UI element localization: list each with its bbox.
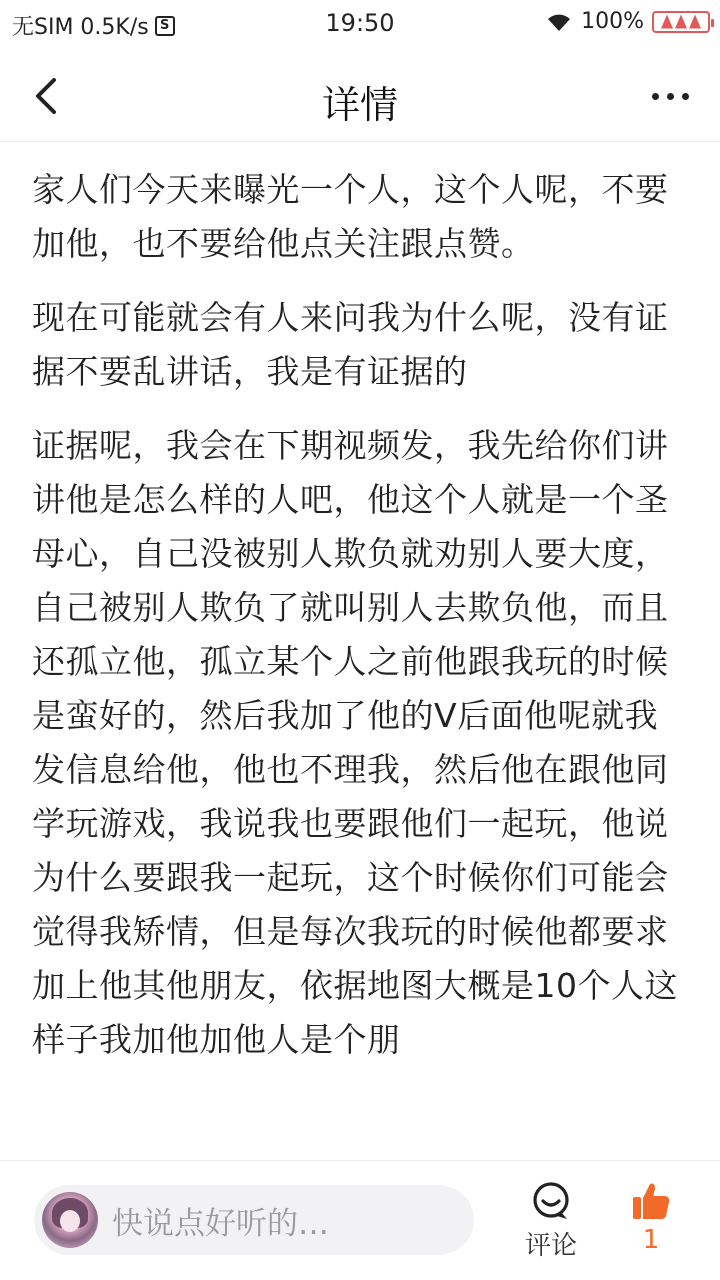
like-button[interactable] [616, 1181, 686, 1255]
comment-input[interactable] [34, 1185, 474, 1255]
more-dot-icon [667, 93, 674, 100]
more-options-button[interactable] [642, 72, 698, 120]
like-count: 1 [642, 1225, 660, 1255]
battery-icon [652, 11, 710, 33]
avatar [42, 1192, 98, 1248]
more-dot-icon [652, 93, 659, 100]
post-paragraph-2: 现在可能就会有人来问我为什么呢，没有证据不要乱讲话，我是有证据的 [32, 298, 669, 391]
sim-icon: S [155, 16, 175, 36]
thumbs-up-icon [631, 1181, 671, 1221]
status-right [545, 9, 710, 34]
bottom-action-bar [0, 1160, 720, 1280]
post-paragraph-1: 家人们今天来曝光一个人，这个人呢，不要加他，也不要给他点关注跟点赞。 [32, 170, 669, 263]
battery-percent: 100% [581, 9, 644, 34]
comment-placeholder: 快说点好听的… [112, 1205, 329, 1242]
nav-bar [0, 50, 720, 142]
comment-button[interactable] [516, 1181, 586, 1262]
status-time: 19:50 [325, 9, 395, 37]
carrier-text: 无SIM 0.5K/s [12, 15, 149, 40]
wifi-icon [545, 11, 573, 33]
page-title: 详情 [321, 83, 398, 127]
post-content [0, 143, 720, 1160]
comment-icon [531, 1181, 571, 1221]
status-bar [0, 0, 720, 50]
comment-label: 评论 [524, 1231, 577, 1261]
post-paragraph-3: 证据呢，我会在下期视频发，我先给你们讲讲他是怎么样的人吧，他这个人就是一个圣母心，自己没被别人欺负就劝别人要大度，自己被别人欺负了就叫别人去欺负他，而且还孤立他，孤立某个人之前他跟我玩的时候是蛮好的，然后我加了他的V后面他呢就我发信息给他，他也不理我，然后他在跟他同学玩游戏，我说我也要跟他们一起玩，他说为什么要跟我一起玩，这个时候你们可能会觉得我矫情，但是每次我玩的时候他都要求加上他其他朋友，依据地图大概是10个人这样子我加他加他人是个朋 [32, 426, 678, 1059]
more-dot-icon [682, 93, 689, 100]
